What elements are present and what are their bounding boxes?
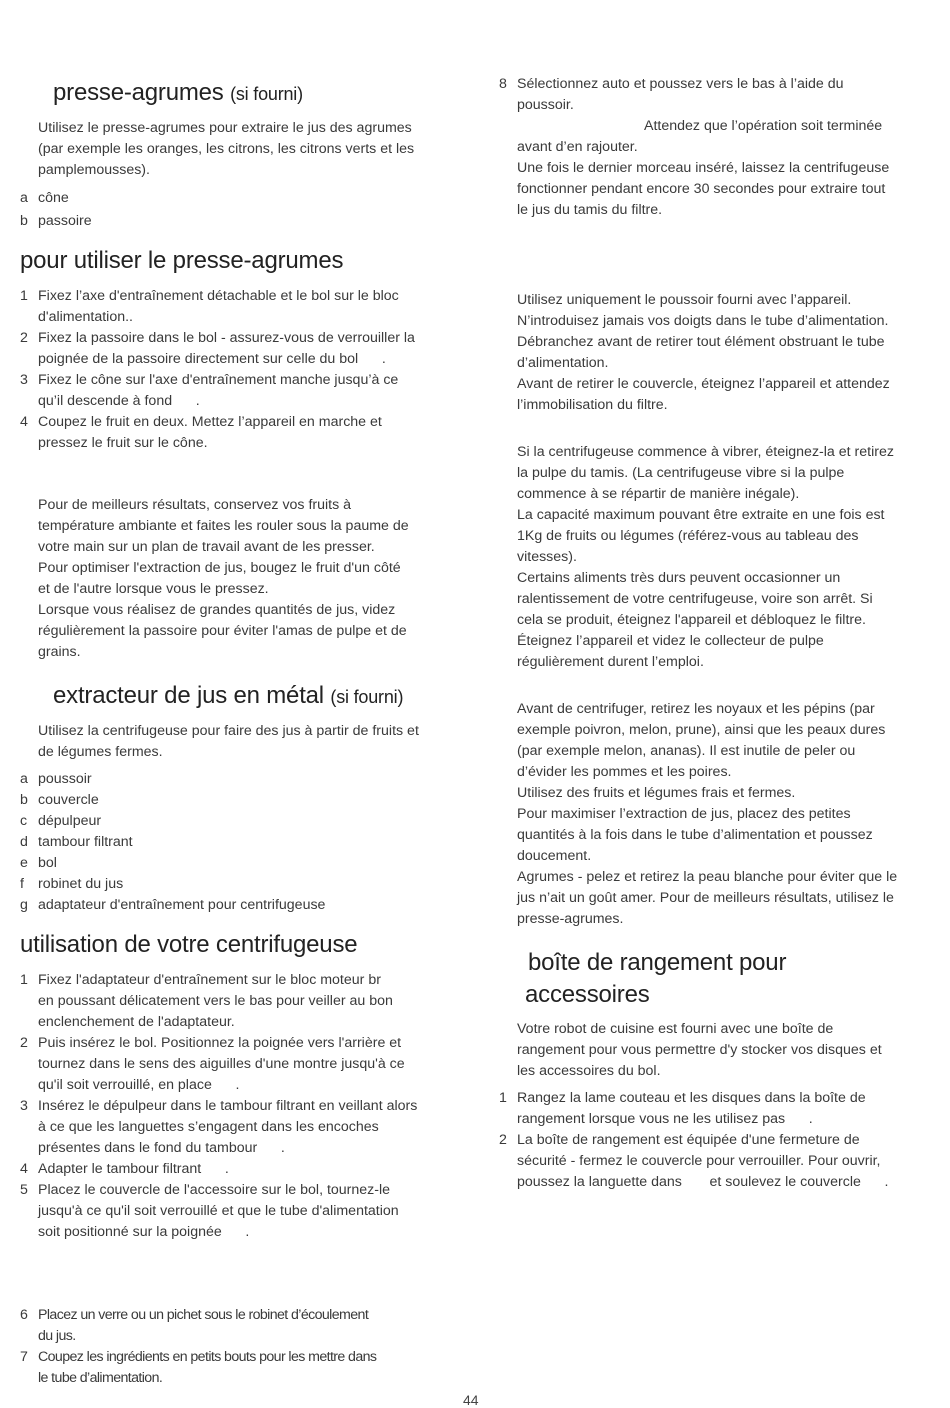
part-text: poussoir [38, 771, 92, 787]
step-line: tournez dans le sens des aiguilles d'une montre jusqu'à ce [38, 1056, 405, 1072]
using-juicer-title: utilisation de votre centrifugeuse [20, 931, 358, 958]
step-item [20, 1305, 460, 1347]
intro-line: rangement pour vous permettre d'y stocker vos disques et [517, 1042, 882, 1058]
step-line: du jus. [38, 1328, 76, 1344]
step-line: soit positionné sur la poignée . [38, 1224, 250, 1240]
tip-line: votre main sur un plan de travail avant de les presser. [38, 539, 375, 555]
safety-notes [517, 290, 947, 416]
step-line: à ce que les languettes s’engagent dans les encoches [38, 1119, 379, 1135]
step-number: 3 [20, 372, 28, 388]
step-number: 1 [499, 1090, 507, 1106]
step-line: Insérez le dépulpeur dans le tambour filtrant en veillant alors [38, 1098, 418, 1114]
step-item [20, 412, 460, 454]
step-number: 4 [20, 1161, 28, 1177]
intro-line: (par exemple les oranges, les citrons, les citrons verts et les [38, 141, 415, 157]
troubleshooting-notes [517, 442, 947, 673]
using-citrus-press-heading [20, 246, 343, 276]
part-item [20, 874, 460, 895]
juicer-heading [53, 680, 403, 713]
step-line: avant d’en rajouter. [517, 139, 638, 155]
storage-box-title [525, 947, 787, 1011]
part-item [20, 188, 460, 209]
step-line: Fixez la passoire dans le bol - assurez-vous de verrouiller la [38, 330, 415, 346]
intro-line: Utilisez le presse-agrumes pour extraire le jus des agrumes [38, 120, 412, 136]
part-item [20, 895, 460, 916]
hint-line: Avant de centrifuger, retirez les noyaux et les pépins (par [517, 701, 875, 717]
hint-line: exemple poivron, melon, prune), ainsi que les peaux dures [517, 722, 886, 738]
part-text: dépulpeur [38, 813, 102, 829]
step-line: sécurité - fermez le couvercle pour verrouiller. Pour ouvrir, [517, 1153, 881, 1169]
part-item [20, 811, 460, 832]
part-label: b [20, 213, 28, 229]
step-line: rangement lorsque vous ne les utilisez pas . [517, 1111, 813, 1127]
hint-line: Agrumes - pelez et retirez la peau blanche pour éviter que le [517, 869, 898, 885]
step-number: 2 [20, 1035, 28, 1051]
juicer-intro [38, 721, 468, 763]
part-text: robinet du jus [38, 876, 124, 892]
part-text: adaptateur d'entraînement pour centrifugeuse [38, 897, 326, 913]
step-item [499, 1130, 939, 1193]
safety-line: N’introduisez jamais vos doigts dans le tube d’alimentation. [517, 313, 889, 329]
citrus-press-tips [38, 495, 468, 663]
hint-line: (par exemple melon, ananas). Il est inutile de peler ou [517, 743, 856, 759]
part-label: e [20, 855, 28, 871]
step-line: Une fois le dernier morceau inséré, laissez la centrifugeuse [517, 160, 890, 176]
using-juicer-heading [20, 930, 357, 960]
hint-line: doucement. [517, 848, 592, 864]
trouble-line: régulièrement durent l’emploi. [517, 654, 704, 670]
storage-title-line: boîte de rangement pour [528, 949, 787, 976]
step-number: 2 [20, 330, 28, 346]
step-item [20, 328, 460, 370]
citrus-press-parts-list [20, 188, 460, 232]
hints-notes [517, 699, 947, 930]
hint-line: jus n’ait un goût amer. Pour de meilleurs résultats, utilisez le [517, 890, 894, 906]
citrus-press-intro [38, 118, 468, 181]
trouble-line: 1Kg de fruits ou légumes (référez-vous au tableau des [517, 528, 859, 544]
part-item [20, 790, 460, 811]
step-line: jusqu'à ce qu'il soit verrouillé et que le tube d'alimentation [38, 1203, 399, 1219]
step-line: Fixez le cône sur l'axe d'entraînement manche jusqu’à ce [38, 372, 399, 388]
part-item [20, 832, 460, 853]
safety-line: Avant de retirer le couvercle, éteignez l’appareil et attendez [517, 376, 890, 392]
hint-line: presse-agrumes. [517, 911, 624, 927]
part-label: d [20, 834, 28, 850]
step-item [499, 74, 939, 221]
page-number: 44 [463, 1392, 479, 1408]
storage-box-heading [525, 947, 787, 1011]
step-item [20, 1159, 460, 1180]
step-line: qu'il soit verrouillé, en place . [38, 1077, 240, 1093]
step-line: poussez la languette dans et soulevez le couvercle . [517, 1174, 889, 1190]
part-text: bol [38, 855, 57, 871]
hint-line: Utilisez des fruits et légumes frais et fermes. [517, 785, 796, 801]
step-line: Coupez les ingrédients en petits bouts pour les mettre dans [38, 1349, 377, 1365]
intro-line: pamplemousses). [38, 162, 150, 178]
step-number: 5 [20, 1182, 28, 1198]
step-line: enclenchement de l'adaptateur. [38, 1014, 235, 1030]
part-text: couvercle [38, 792, 99, 808]
safety-line: Débranchez avant de retirer tout élément obstruant le tube [517, 334, 885, 350]
step-item [20, 370, 460, 412]
step-line: présentes dans le fond du tambour . [38, 1140, 285, 1156]
intro-line: les accessoires du bol. [517, 1063, 661, 1079]
step-line: qu’il descende à fond . [38, 393, 200, 409]
step-line: en poussant délicatement vers le bas pour veiller au bon [38, 993, 393, 1009]
safety-line: l’immobilisation du filtre. [517, 397, 668, 413]
tip-line: Pour de meilleurs résultats, conservez vos fruits à [38, 497, 352, 513]
step-line: Adapter le tambour filtrant . [38, 1161, 229, 1177]
step-line: fonctionner pendant encore 30 secondes pour extraire tout [517, 181, 886, 197]
using-juicer-steps [20, 970, 460, 1243]
using-juicer-steps-continued [20, 1305, 460, 1389]
step-line: Fixez l'adaptateur d'entraînement sur le bloc moteur br [38, 972, 381, 988]
using-citrus-press-title: pour utiliser le presse-agrumes [20, 247, 344, 274]
part-item [20, 853, 460, 874]
safety-line: d’alimentation. [517, 355, 609, 371]
storage-box-intro [517, 1019, 947, 1082]
trouble-line: vitesses). [517, 549, 577, 565]
citrus-press-heading [53, 77, 303, 110]
storage-title-line: accessoires [525, 981, 650, 1008]
hint-line: d’évider les pommes et les poires. [517, 764, 732, 780]
trouble-line: Éteignez l’appareil et videz le collecteur de pulpe [517, 633, 824, 649]
step-item [499, 1088, 939, 1130]
step-number: 6 [20, 1307, 28, 1323]
juicer-parts-list [20, 769, 460, 916]
step-number: 3 [20, 1098, 28, 1114]
intro-line: Votre robot de cuisine est fourni avec une boîte de [517, 1021, 834, 1037]
step-line: Placez le couvercle de l'accessoire sur le bol, tournez-le [38, 1182, 391, 1198]
tip-line: Lorsque vous réalisez de grandes quantités de jus, videz [38, 602, 396, 618]
step-line: Sélectionnez auto et poussez vers le bas à l’aide du [517, 76, 844, 92]
step-line: Fixez l’axe d'entraînement détachable et le bol sur le bloc [38, 288, 399, 304]
step-line: Placez un verre ou un pichet sous le robinet d’écoulement [38, 1307, 369, 1323]
intro-line: de légumes fermes. [38, 744, 163, 760]
step-line: Coupez le fruit en deux. Mettez l’appareil en marche et [38, 414, 382, 430]
step-line: le tube d’alimentation. [38, 1370, 163, 1386]
step-number: 2 [499, 1132, 507, 1148]
part-text: cône [38, 190, 69, 206]
step-item [20, 286, 460, 328]
step-item [20, 1180, 460, 1243]
safety-line: Utilisez uniquement le poussoir fourni avec l’appareil. [517, 292, 852, 308]
step-item [20, 1033, 460, 1096]
step-8 [499, 74, 939, 221]
step-wait-line: Attendez que l’opération soit terminée [644, 118, 883, 134]
step-line: poignée de la passoire directement sur celle du bol . [38, 351, 386, 367]
part-text: passoire [38, 213, 92, 229]
tip-line: et de l'autre lorsque vous le pressez. [38, 581, 269, 597]
part-label: b [20, 792, 28, 808]
step-line: Puis insérez le bol. Positionnez la poignée vers l'arrière et [38, 1035, 402, 1051]
hint-line: Pour maximiser l’extraction de jus, placez des petites [517, 806, 851, 822]
step-line: Rangez la lame couteau et les disques dans la boîte de [517, 1090, 866, 1106]
intro-line: Utilisez la centrifugeuse pour faire des jus à partir de fruits et [38, 723, 419, 739]
trouble-line: commence à se répartir de manière inégale). [517, 486, 800, 502]
part-label: c [20, 813, 28, 829]
step-number: 8 [499, 76, 507, 92]
step-number: 1 [20, 972, 28, 988]
trouble-line: Certains aliments très durs peuvent occasionner un [517, 570, 841, 586]
step-line: d'alimentation.. [38, 309, 133, 325]
step-item [20, 970, 460, 1033]
trouble-line: La capacité maximum pouvant être extraite en une fois est [517, 507, 885, 523]
part-label: g [20, 897, 28, 913]
step-item [20, 1096, 460, 1159]
step-line: le jus du tamis du filtre. [517, 202, 663, 218]
citrus-press-title-suffix: (si fourni) [230, 84, 303, 104]
part-label: a [20, 190, 28, 206]
step-number: 1 [20, 288, 28, 304]
step-item [20, 1347, 460, 1389]
step-number: 4 [20, 414, 28, 430]
citrus-press-title: presse-agrumes [53, 79, 224, 106]
using-citrus-press-steps [20, 286, 460, 454]
part-text: tambour filtrant [38, 834, 133, 850]
trouble-line: ralentissement de votre centrifugeuse, voire son arrêt. Si [517, 591, 873, 607]
step-line: poussoir. [517, 97, 574, 113]
tip-line: température ambiante et faites les rouler sous la paume de [38, 518, 409, 534]
trouble-line: cela se produit, éteignez l'appareil et débloquez le filtre. [517, 612, 866, 628]
step-line: La boîte de rangement est équipée d'une fermeture de [517, 1132, 860, 1148]
juicer-title-suffix: (si fourni) [330, 687, 404, 707]
hint-line: quantités à la fois dans le tube d’alimentation et poussez [517, 827, 873, 843]
trouble-line: Si la centrifugeuse commence à vibrer, éteignez-la et retirez [517, 444, 894, 460]
trouble-line: la pulpe du tamis. (La centrifugeuse vibre si la pulpe [517, 465, 845, 481]
storage-box-steps [499, 1088, 939, 1193]
tip-line: grains. [38, 644, 81, 660]
step-number: 7 [20, 1349, 28, 1365]
part-item [20, 211, 460, 232]
part-label: a [20, 771, 28, 787]
juicer-title: extracteur de jus en métal [53, 682, 324, 709]
part-item [20, 769, 460, 790]
tip-line: Pour optimiser l'extraction de jus, bougez le fruit d'un côté [38, 560, 401, 576]
step-line: pressez le fruit sur le cône. [38, 435, 208, 451]
part-label: f [20, 876, 24, 892]
tip-line: régulièrement la passoire pour éviter l'amas de pulpe et de [38, 623, 407, 639]
